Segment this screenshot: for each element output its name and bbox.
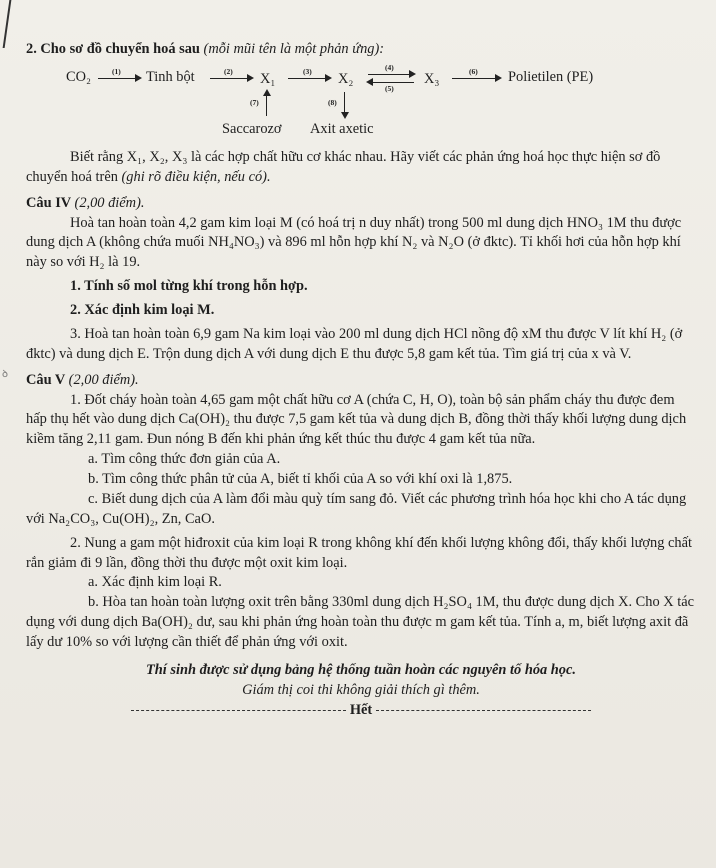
footer-end <box>26 701 696 721</box>
arrow-2 <box>210 78 252 79</box>
q5-item-1a: a. Tìm công thức đơn giản của A. <box>88 451 281 468</box>
q5-item-2a: a. Xác định kim loại R. <box>88 574 222 591</box>
node-pe: Polietilen (PE) <box>508 68 594 85</box>
arrow-label-2: (2) <box>224 66 233 76</box>
footer-note-1: Thí sinh được sử dụng bảng hệ thống tuần hoàn các nguyên tố hóa học. <box>145 661 576 678</box>
node-saccarozo: Saccarozơ <box>222 120 282 137</box>
arrow-6 <box>452 78 500 79</box>
q4-item-2: 2. Xác định kim loại M. <box>70 302 215 318</box>
node-co2: CO₂ <box>66 68 92 85</box>
corner-mark <box>3 0 22 48</box>
node-x1: X₁ <box>260 70 276 87</box>
q5-item-1b: b. Tìm công thức phân tử của A, biết tỉ khối của A so với khí oxi là 1,875. <box>88 471 513 487</box>
footer-dash-right <box>376 710 591 711</box>
margin-scribble: ꝺ <box>2 369 8 380</box>
q4-heading: Câu IV (2,00 điểm). <box>26 194 145 211</box>
arrow-7 <box>266 92 267 116</box>
arrow-label-6: (6) <box>469 66 478 76</box>
q5-heading: Câu V (2,00 điểm). <box>26 371 139 388</box>
node-x3: X₃ <box>424 70 440 87</box>
exam-content <box>26 40 696 721</box>
footer-end-label: Hết <box>349 701 373 718</box>
conversion-scheme <box>26 64 696 142</box>
arrow-label-8: (8) <box>328 97 337 107</box>
arrow-label-4: (4) <box>385 62 394 72</box>
node-tinh-bot: Tinh bột <box>146 68 195 85</box>
footer-note-2: Giám thị coi thi không giải thích gì thêm. <box>242 681 480 698</box>
arrow-5 <box>368 82 414 83</box>
arrow-4 <box>368 74 414 75</box>
q5-item-1c: c. Biết dung dịch của A làm đổi màu quỳ tím sang đỏ. Viết các phương trình hóa học khi cho A tác dụng với Na₂CO₃, Cu(OH)₂, Zn, CaO. <box>26 490 687 527</box>
q4-intro: Hoà tan hoàn toàn 4,2 gam kim loại M (có hoá trị n duy nhất) trong 500 ml dung dịch HNO₃ 1M thu được dung dịch A (không chứa muối NH₄NO₃) và 896 ml hỗn hợp khí N₂ và N₂O (ở đktc). Tỉ khối hơi của hỗn hợp khí này so với H₂ là 19. <box>26 214 682 271</box>
q5-item-1: 1. Đốt cháy hoàn toàn 4,65 gam một chất hữu cơ A (chứa C, H, O), toàn bộ sản phẩm cháy thu được đem hấp thụ hết vào dung dịch Ca(OH)₂ thu được 7,5 gam kết tủa và dung dịch B, đồng thời thấy khối lượng dung dịch kiềm tăng 2,11 gam. Đun nóng B đến khi phản ứng kết thúc thu được 4 gam kết tủa nữa. <box>26 391 687 448</box>
node-axit-axetic: Axit axetic <box>310 120 374 137</box>
arrow-label-3: (3) <box>303 66 312 76</box>
node-x2: X₂ <box>338 70 354 87</box>
q2-heading: 2. Cho sơ đồ chuyển hoá sau (mỗi mũi tên là một phản ứng): <box>26 41 385 57</box>
q4-item-1: 1. Tính số mol từng khí trong hỗn hợp. <box>70 278 308 295</box>
arrow-label-5: (5) <box>385 83 394 93</box>
arrow-1 <box>98 78 140 79</box>
arrow-3 <box>288 78 330 79</box>
footer-dash-left <box>131 710 346 711</box>
arrow-8 <box>344 92 345 116</box>
q2-body: Biết rằng X₁, X₂, X₃ là các hợp chất hữu cơ khác nhau. Hãy viết các phản ứng hoá học thực hiện sơ đồ chuyển hoá trên (ghi rõ điều kiện, nếu có). <box>26 148 661 185</box>
q4-item-3: 3. Hoà tan hoàn toàn 6,9 gam Na kim loại vào 200 ml dung dịch HCl nồng độ xM thu được V lít khí H₂ (ở đktc) và dung dịch E. Trộn dung dịch A với dung dịch E thu được 5,8 gam kết tủa. Tìm giá trị của x và V. <box>26 325 683 362</box>
q5-item-2: 2. Nung a gam một hiđroxit của kim loại R trong không khí đến khối lượng không đổi, thấy khối lượng chất rắn giảm đi 9 lần, đồng thời thu được một oxit kim loại. <box>26 534 692 571</box>
q5-item-2b: b. Hòa tan hoàn toàn lượng oxit trên bằng 330ml dung dịch H₂SO₄ 1M, thu được dung dịch X. Cho X tác dụng với dung dịch Ba(OH)₂ dư, sau khi phản ứng hoàn toàn thu được m gam kết tủa. Tính a, m, biết lượng axit đã lấy dư 10% so với lượng cần thiết để phản ứng với oxit. <box>26 594 695 650</box>
arrow-label-7: (7) <box>250 97 259 107</box>
arrow-label-1: (1) <box>112 66 121 76</box>
